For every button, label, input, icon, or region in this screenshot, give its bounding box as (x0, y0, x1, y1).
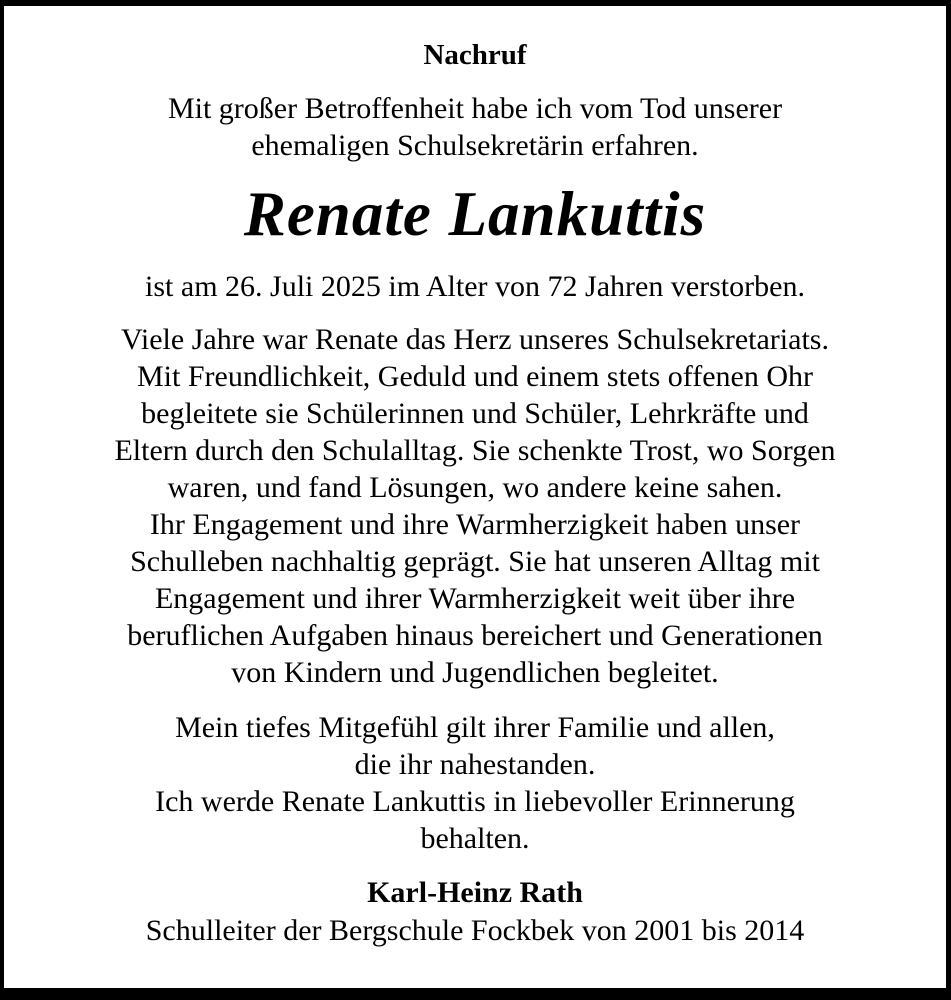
intro-text (34, 90, 916, 164)
text-line: ehemaligen Schulsekretärin erfahren. (251, 129, 699, 162)
text-line: Engagement und ihrer Warmherzigkeit weit über ihre (154, 582, 796, 615)
signature-block (34, 874, 916, 949)
text-line: Schulleben nachhaltig geprägt. Sie hat unseren Alltag mit (130, 545, 820, 578)
text-line: Ich werde Renate Lankuttis in liebevoller Erinnerung (155, 785, 795, 818)
text-line: behalten. (420, 822, 530, 855)
signature-name: Karl-Heinz Rath (367, 876, 583, 909)
condolence-paragraph (34, 709, 916, 857)
body-paragraph (34, 321, 916, 691)
text-line: Viele Jahre war Renate das Herz unseres Schulsekretariats. (121, 323, 829, 356)
notice-title: Nachruf (423, 39, 527, 71)
signature-role: Schulleiter der Bergschule Fockbek von 2001 bis 2014 (145, 914, 805, 947)
text-line: beruflichen Aufgaben hinaus bereichert und Generationen (127, 619, 823, 652)
obituary-notice (4, 6, 946, 988)
text-line: Mit Freundlichkeit, Geduld und einem stets offenen Ohr (137, 360, 813, 393)
death-date-line: ist am 26. Juli 2025 im Alter von 72 Jahren verstorben. (145, 270, 805, 303)
deceased-name: Renate Lankuttis (243, 179, 707, 249)
text-line: Eltern durch den Schulalltag. Sie schenkte Trost, wo Sorgen (114, 434, 836, 467)
text-line: von Kindern und Jugendlichen begleitet. (231, 656, 719, 689)
text-line: Mit großer Betroffenheit habe ich vom Tod unserer (167, 92, 783, 125)
text-line: Mein tiefes Mitgefühl gilt ihrer Familie und allen, (175, 711, 775, 744)
text-line: die ihr nahestanden. (354, 748, 596, 781)
text-line: Ihr Engagement und ihre Warmherzigkeit haben unser (149, 508, 801, 541)
text-line: begleitete sie Schülerinnen und Schüler, Lehrkräfte und (141, 397, 809, 430)
text-line: waren, und fand Lösungen, wo andere keine sahen. (167, 471, 783, 504)
